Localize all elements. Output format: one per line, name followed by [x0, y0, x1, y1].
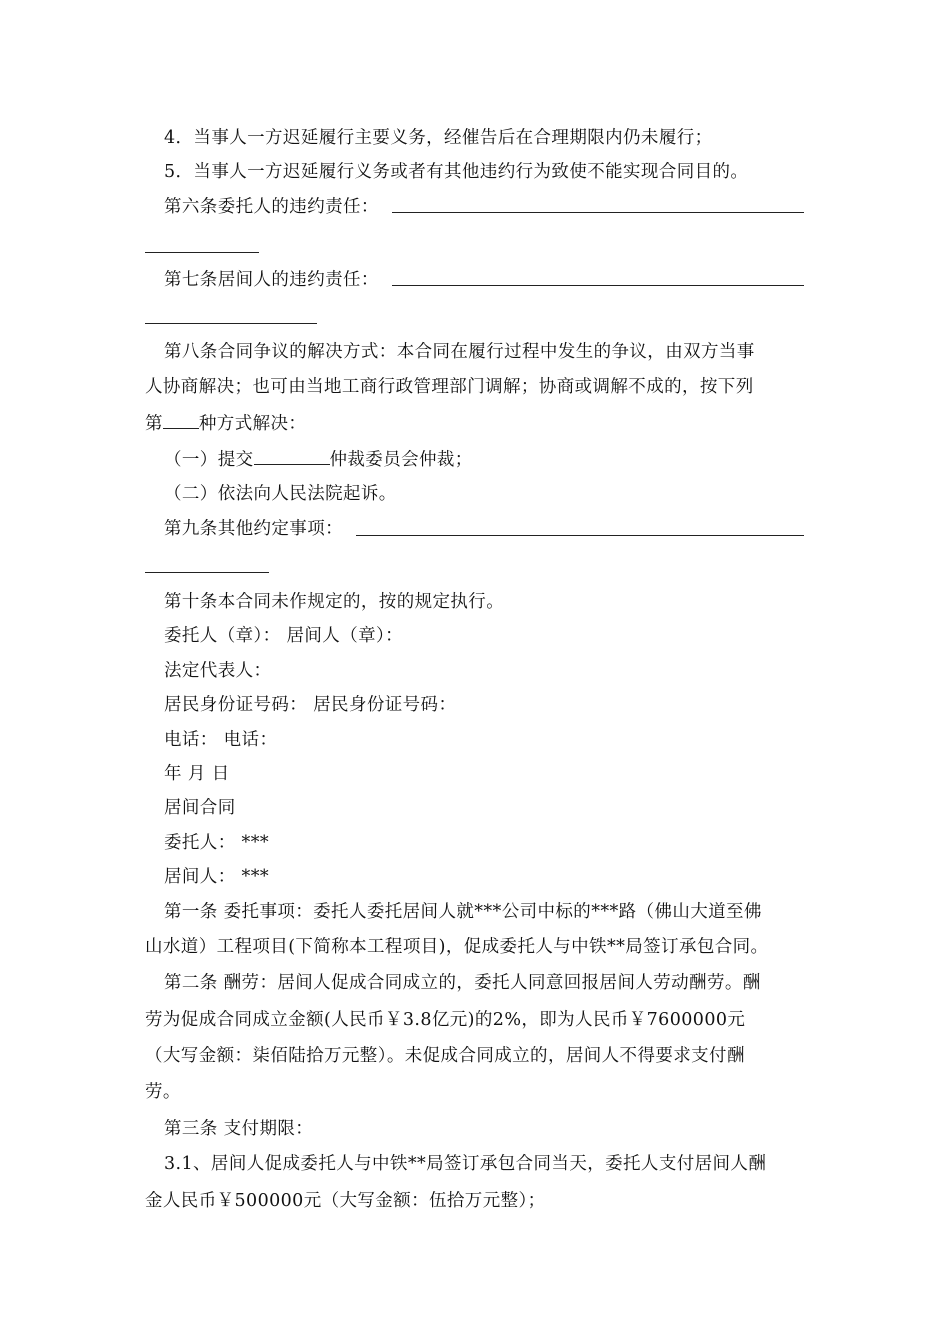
signature-line: 电话： 电话： — [164, 730, 278, 750]
text-segment: 种方式解决： — [198, 414, 307, 434]
article-2-text: （大写金额：柒佰陆拾万元整）。未促成合同成立的，居间人不得要求支付酬 — [145, 1046, 745, 1066]
article-8-text: 人协商解决；也可由当地工商行政管理部门调解；协商或调解不成的，按下列 — [145, 377, 754, 397]
option-1 — [164, 448, 810, 472]
article-8-text — [145, 412, 810, 436]
article-1-text: 第一条 委托事项：委托人委托居间人就***公司中标的***路（佛山大道至佛 — [164, 902, 762, 922]
article-7-heading: 第七条居间人的违约责任： — [164, 270, 379, 290]
contract-title: 居间合同 — [164, 798, 236, 818]
signature-line: 居民身份证号码： 居民身份证号码： — [164, 695, 457, 715]
party-line: 居间人： *** — [164, 867, 270, 887]
fill-in-rule — [392, 285, 804, 286]
fill-in-rule — [356, 535, 804, 536]
fill-in-rule — [145, 572, 269, 573]
article-8-text: 第八条合同争议的解决方式：本合同在履行过程中发生的争议，由双方当事 — [164, 342, 755, 362]
article-6-heading: 第六条委托人的违约责任： — [164, 197, 379, 217]
clause-line: 4．当事人一方迟延履行主要义务，经催告后在合理期限内仍未履行； — [164, 128, 713, 148]
article-3-item: 金人民币￥500000元（大写金额：伍拾万元整）； — [145, 1191, 546, 1211]
option-2: （二）依法向人民法院起诉。 — [164, 484, 397, 504]
article-2-text: 劳为促成合同成立金额(人民币￥3.8亿元)的2%，即为人民币￥7600000元 — [145, 1010, 746, 1030]
fill-in-rule — [392, 212, 804, 213]
article-9-heading: 第九条其他约定事项： — [164, 519, 343, 539]
article-2-text: 劳。 — [145, 1082, 181, 1102]
clause-line: 5．当事人一方迟延履行义务或者有其他违约行为致使不能实现合同目的。 — [164, 162, 749, 182]
article-2-text: 第二条 酬劳：居间人促成合同成立的，委托人同意回报居间人劳动酬劳。酬 — [164, 973, 761, 993]
fill-in-rule — [145, 323, 317, 324]
article-3-item: 3.1、居间人促成委托人与中铁**局签订承包合同当天，委托人支付居间人酬 — [164, 1154, 767, 1174]
text-segment: 第 — [145, 414, 163, 434]
signature-line: 法定代表人： — [164, 661, 272, 681]
date-line: 年 月 日 — [164, 764, 230, 784]
article-10-text: 第十条本合同未作规定的，按的规定执行。 — [164, 592, 505, 612]
article-3-heading: 第三条 支付期限： — [164, 1119, 314, 1139]
fill-in-rule — [145, 252, 259, 253]
fill-in-blank — [163, 412, 199, 429]
party-line: 委托人： *** — [164, 833, 270, 853]
text-segment: （一）提交 — [164, 450, 254, 470]
signature-line: 委托人（章）： 居间人（章）： — [164, 626, 404, 646]
article-1-text: 山水道）工程项目(下简称本工程项目)，促成委托人与中铁**局签订承包合同。 — [145, 937, 769, 957]
fill-in-blank — [254, 448, 330, 465]
text-segment: 仲裁委员会仲裁； — [329, 450, 473, 470]
